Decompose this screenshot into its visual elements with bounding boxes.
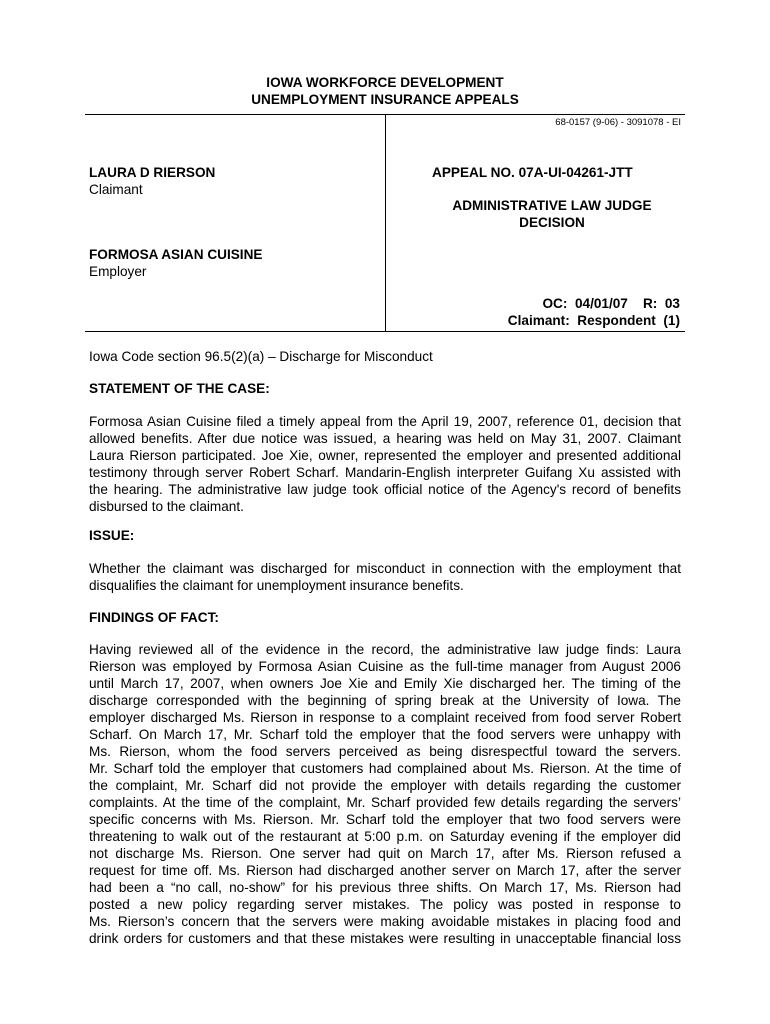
agency-title: IOWA WORKFORCE DEVELOPMENT bbox=[266, 75, 504, 90]
employer-role: Employer bbox=[89, 264, 147, 279]
paragraph-line: until March 17, 2007, when owners Joe Xie and Emily Xie discharged her. The timing of the bbox=[89, 676, 681, 691]
paragraph-line: Laura Rierson participated. Joe Xie, owner, represented the employer and presented additional bbox=[89, 448, 681, 463]
paragraph-line: threatening to walk out of the restaurant at 5:00 p.m. on Saturday evening if the employer did bbox=[89, 829, 681, 844]
agency-subtitle: UNEMPLOYMENT INSURANCE APPEALS bbox=[251, 92, 519, 107]
decision-title-line1: ADMINISTRATIVE LAW JUDGE bbox=[452, 198, 652, 213]
paragraph-line: discharge corresponded with the beginning of spring break at the University of Iowa. The bbox=[89, 693, 681, 708]
paragraph-line: drink orders for customers and that these mistakes were resulting in unacceptable financial loss bbox=[89, 931, 681, 946]
findings-heading: FINDINGS OF FACT: bbox=[89, 610, 219, 625]
paragraph-line: had been a “no call, no-show” for his previous three shifts. On March 17, Ms. Rierson had bbox=[89, 880, 681, 895]
paragraph-line: Having reviewed all of the evidence in the record, the administrative law judge finds: Laura bbox=[89, 642, 681, 657]
paragraph-line: disbursed to the claimant. bbox=[89, 499, 244, 514]
paragraph-line: not discharge Ms. Rierson. One server had quit on March 17, after Ms. Rierson refused a bbox=[89, 846, 681, 861]
findings-paragraph bbox=[89, 641, 681, 947]
paragraph-line: employer discharged Ms. Rierson in response to a complaint received from food server Robert bbox=[89, 710, 681, 725]
paragraph-line: Rierson was employed by Formosa Asian Cuisine as the full-time manager from August 2006 bbox=[89, 659, 681, 674]
paragraph-line: the hearing. The administrative law judge took official notice of the Agency's record of benefits bbox=[89, 482, 681, 497]
paragraph-line: Mr. Scharf told the employer that customers had complained about Ms. Rierson. At the time of bbox=[89, 761, 681, 776]
paragraph-line: testimony through server Robert Scharf. Mandarin-English interpreter Guifang Xu assisted with bbox=[89, 465, 681, 480]
claimant-role: Claimant bbox=[89, 182, 143, 197]
paragraph-line: complaints. At the time of the complaint, Mr. Scharf provided few details regarding the servers’ bbox=[89, 795, 681, 810]
issue-paragraph bbox=[89, 560, 681, 594]
issue-heading: ISSUE: bbox=[89, 528, 135, 543]
claimant-status: Claimant: Respondent (1) bbox=[507, 313, 680, 328]
paragraph-line: request for time off. Ms. Rierson had discharged another server on March 17, after the server bbox=[89, 863, 681, 878]
claimant-name: LAURA D RIERSON bbox=[89, 165, 216, 180]
employer-name: FORMOSA ASIAN CUISINE bbox=[89, 247, 263, 262]
caption-divider bbox=[385, 114, 386, 331]
paragraph-line: posted a new policy regarding server mistakes. The policy was posted in response to bbox=[89, 897, 681, 912]
code-section: Iowa Code section 96.5(2)(a) – Discharge for Misconduct bbox=[89, 349, 433, 364]
paragraph-line: the complaint, Mr. Scharf did not provide the employer with details regarding the customer bbox=[89, 778, 681, 793]
paragraph-line: Formosa Asian Cuisine filed a timely appeal from the April 19, 2007, reference 01, decision that bbox=[89, 414, 681, 429]
paragraph-line: Ms. Rierson’s concern that the servers were making avoidable mistakes in placing food and bbox=[89, 914, 681, 929]
paragraph-line: Whether the claimant was discharged for misconduct in connection with the employment that bbox=[89, 561, 681, 576]
statement-paragraph bbox=[89, 413, 681, 515]
paragraph-line: Ms. Rierson, whom the food servers perceived as being disrespectful toward the servers. bbox=[89, 744, 681, 759]
paragraph-line: disqualifies the claimant for unemployment insurance benefits. bbox=[89, 578, 464, 593]
paragraph-line: allowed benefits. After due notice was issued, a hearing was held on May 31, 2007. Claimant bbox=[89, 431, 681, 446]
oc-date: OC: 04/01/07 R: 03 bbox=[542, 296, 680, 311]
statement-heading: STATEMENT OF THE CASE: bbox=[89, 381, 270, 396]
paragraph-line: Scharf. On March 17, Mr. Scharf told the employer that the food servers were unhappy with bbox=[89, 727, 681, 742]
form-number: 68-0157 (9-06) - 3091078 - EI bbox=[555, 117, 681, 128]
caption-bottom-divider bbox=[85, 331, 685, 332]
paragraph-line: specific concerns with Ms. Rierson. Mr. Scharf told the employer that two food servers were bbox=[89, 812, 681, 827]
decision-title-line2: DECISION bbox=[519, 215, 585, 230]
appeal-number: APPEAL NO. 07A-UI-04261-JTT bbox=[432, 165, 633, 180]
